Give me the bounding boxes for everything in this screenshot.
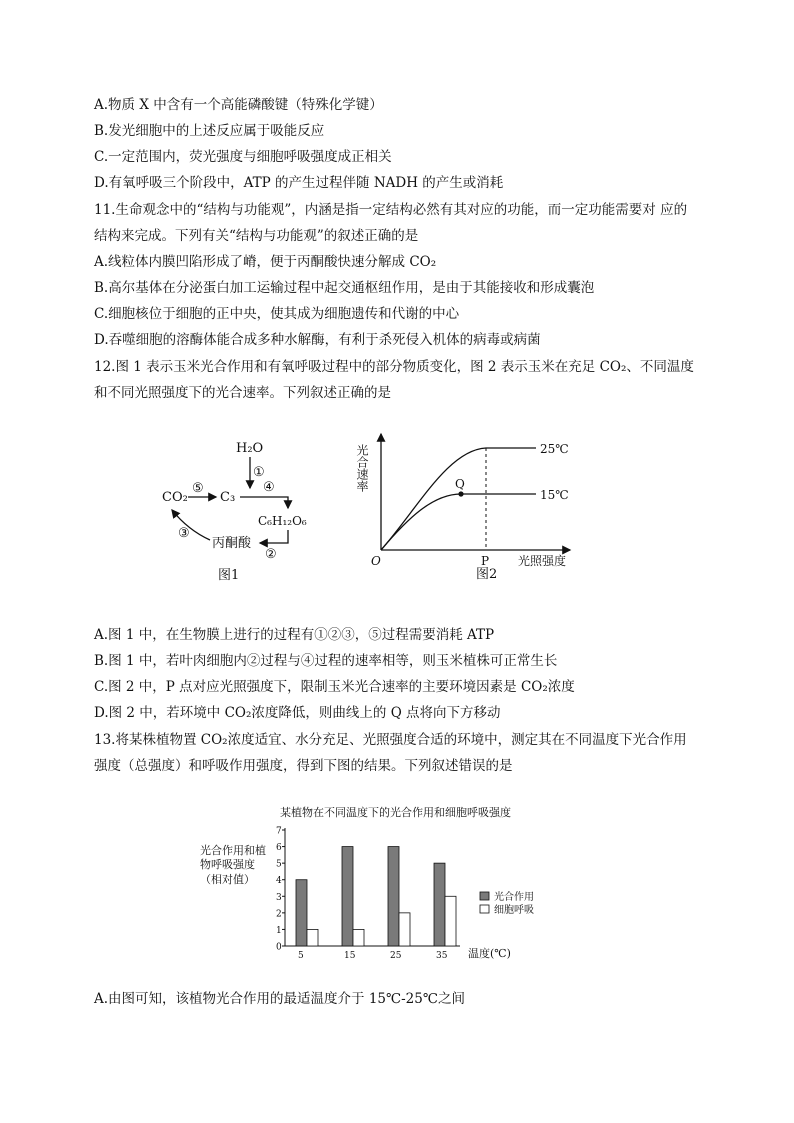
fig2-q-label: Q — [455, 477, 465, 491]
legend-label: 细胞呼吸 — [494, 905, 534, 916]
fig2-p-label: P — [481, 554, 490, 568]
chart-y-tick-label: 5 — [276, 859, 282, 870]
bar-chart — [190, 800, 560, 970]
fig2-ylabel: 光合速率 — [355, 444, 369, 492]
q11-stem-line1: 11.生命观念中的“结构与功能观”，内涵是指一定结构必然有其对应的功能，而一定功能需要对 应的 — [94, 202, 688, 218]
q12-option-b: B.图 1 中，若叶肉细胞内②过程与④过程的速率相等，则玉米植株可正常生长 — [94, 653, 558, 669]
figure-1 — [150, 430, 330, 590]
bar-光合作用-5 — [296, 880, 307, 946]
q12-stem-line2: 和不同光照强度下的光合速率。下列叙述正确的是 — [94, 385, 391, 401]
bar-细胞呼吸-15 — [353, 929, 364, 946]
fig1-c3: C₃ — [220, 490, 236, 505]
fig2-series-25: 25℃ — [540, 442, 569, 456]
chart-y-tick-label: 4 — [276, 876, 282, 887]
fig1-co2: CO₂ — [162, 490, 188, 505]
chart-y-tick-label: 2 — [276, 909, 282, 920]
fig1-num-5: ⑤ — [192, 481, 204, 496]
bar-光合作用-15 — [342, 847, 353, 946]
chart-y-tick-label: 7 — [276, 826, 282, 837]
fig1-glucose: C₆H₁₂O₆ — [258, 514, 307, 528]
q11-option-b: B.高尔基体在分泌蛋白加工运输过程中起交通枢纽作用，是由于其能接收和形成囊泡 — [94, 280, 595, 296]
fig1-caption: 图1 — [218, 568, 240, 583]
chart-xlabel: 温度(℃) — [468, 947, 511, 960]
q10-option-a: A.物质 X 中含有一个高能磷酸键（特殊化学键） — [94, 97, 383, 113]
q11-stem-line2: 结构来完成。下列有关“结构与功能观”的叙述正确的是 — [94, 228, 419, 244]
fig1-num-2: ② — [265, 547, 277, 562]
fig1-num-1: ① — [253, 465, 265, 480]
fig1-pyruvate: 丙酮酸 — [212, 536, 252, 551]
chart-y-tick-label: 6 — [276, 843, 282, 854]
fig1-num-4: ④ — [263, 480, 275, 495]
bar-细胞呼吸-5 — [307, 929, 318, 946]
fig2-xlabel: 光照强度 — [518, 554, 567, 568]
bar-细胞呼吸-25 — [399, 913, 410, 946]
chart-ylabel-1: 光合作用和植 — [200, 844, 266, 857]
chart-ylabel-2: 物呼吸强度 — [200, 858, 255, 871]
fig2-caption: 图2 — [476, 567, 498, 582]
fig2-point-q — [458, 491, 463, 496]
bar-细胞呼吸-35 — [445, 896, 456, 946]
q12-option-a: A.图 1 中，在生物膜上进行的过程有①②③，⑤过程需要消耗 ATP — [94, 627, 495, 643]
chart-x-tick-label: 15 — [344, 951, 356, 961]
q11-option-c: C.细胞核位于细胞的正中央，使其成为细胞遗传和代谢的中心 — [94, 306, 460, 322]
q13-stem-line2: 强度（总强度）和呼吸作用强度，得到下图的结果。下列叙述错误的是 — [94, 758, 513, 774]
chart-x-tick-label: 5 — [298, 951, 304, 961]
legend-label: 光合作用 — [494, 892, 534, 903]
fig2-origin: O — [371, 554, 381, 568]
bar-光合作用-35 — [434, 863, 445, 946]
chart-ylabel-3: （相对值） — [200, 873, 255, 886]
q11-option-d: D.吞噬细胞的溶酶体能合成多种水解酶，有利于杀死侵入机体的病毒或病菌 — [94, 332, 541, 348]
legend-swatch — [480, 905, 489, 913]
q11-option-a: A.线粒体内膜凹陷形成了嵴，便于丙酮酸快速分解成 CO₂ — [94, 254, 437, 270]
q10-option-c: C.一定范围内，荧光强度与细胞呼吸强度成正相关 — [94, 149, 392, 165]
q13-stem-line1: 13.将某株植物置 CO₂浓度适宜、水分充足、光照强度合适的环境中，测定其在不同温度下光合作用 — [94, 732, 687, 748]
fig1-h2o: H₂O — [236, 441, 264, 456]
fig2-series-15: 15℃ — [540, 488, 569, 502]
figure-2 — [355, 428, 588, 588]
q10-option-b: B.发光细胞中的上述反应属于吸能反应 — [94, 123, 325, 139]
chart-y-tick-label: 0 — [276, 942, 282, 953]
q12-stem-line1: 12.图 1 表示玉米光合作用和有氧呼吸过程中的部分物质变化，图 2 表示玉米在充足 CO₂、不同温度 — [94, 359, 694, 375]
chart-y-tick-label: 3 — [276, 892, 282, 903]
fig1-num-3: ③ — [178, 526, 190, 541]
chart-y-tick-label: 1 — [276, 925, 282, 936]
chart-x-tick-label: 25 — [390, 951, 402, 961]
q12-option-d: D.图 2 中，若环境中 CO₂浓度降低，则曲线上的 Q 点将向下方移动 — [94, 705, 501, 721]
q12-option-c: C.图 2 中，P 点对应光照强度下，限制玉米光合速率的主要环境因素是 CO₂浓度 — [94, 679, 575, 695]
q10-option-d: D.有氧呼吸三个阶段中，ATP 的产生过程伴随 NADH 的产生或消耗 — [94, 175, 504, 191]
fig2-curve-25 — [381, 448, 536, 550]
legend-swatch — [480, 892, 489, 900]
q13-option-a: A.由图可知，该植物光合作用的最适温度介于 15℃-25℃之间 — [94, 991, 465, 1007]
chart-title: 某植物在不同温度下的光合作用和细胞呼吸强度 — [280, 806, 511, 819]
bar-光合作用-25 — [388, 847, 399, 946]
chart-x-tick-label: 35 — [436, 951, 448, 961]
